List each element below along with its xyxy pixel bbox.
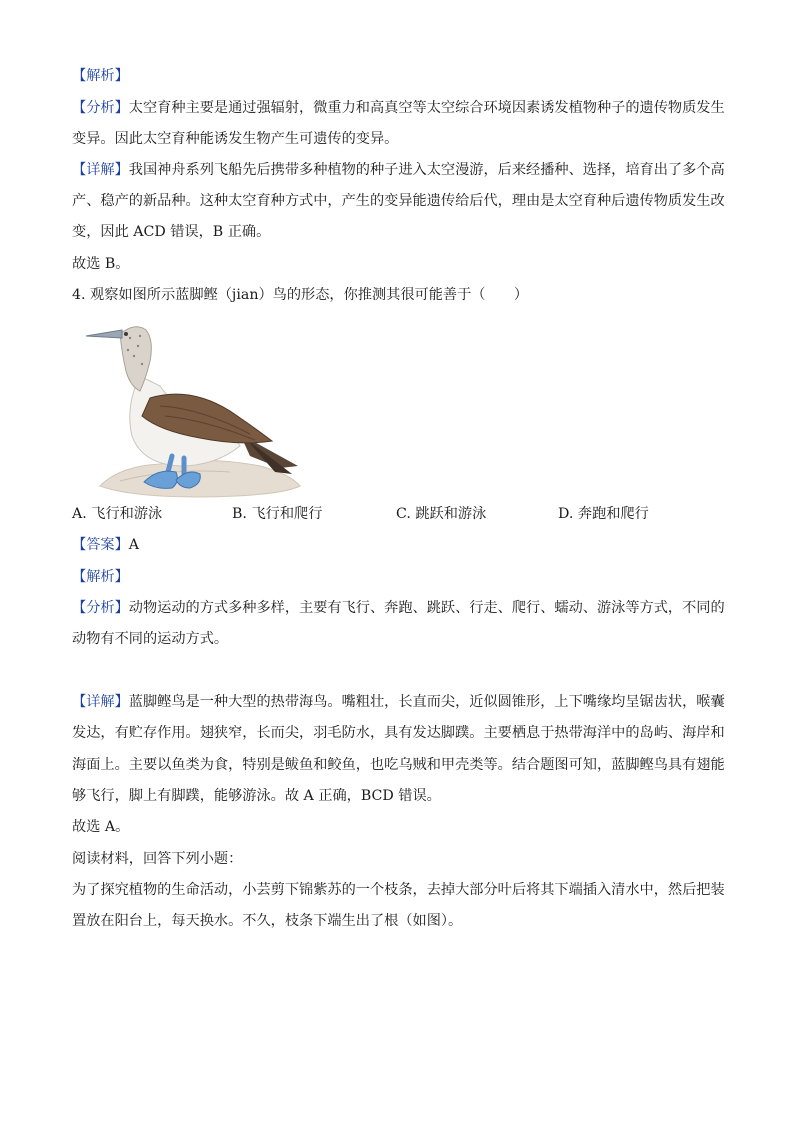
xiangjie-paragraph-line-1 (72, 160, 725, 180)
jiexi-heading (72, 66, 722, 86)
answer-value: A (128, 537, 140, 553)
material-line-1: 为了探究植物的生命活动，小芸剪下锦紫苏的一个枝条，去掉大部分叶后将其下端插入清水中，然后把装 (72, 882, 725, 898)
fenxi-tag: 【分析】 (72, 100, 129, 116)
answer-line (72, 535, 722, 555)
choose-answer-line-2: 故选 A。 (72, 819, 130, 835)
jiexi-tag: 【解析】 (72, 68, 129, 84)
question-4-stem: 4. 观察如图所示蓝脚鲣（jian）鸟的形态，你推测其很可能善于（ ） (72, 287, 529, 303)
fenxi2-line-2: 动物有不同的运动方式。 (72, 631, 229, 647)
material-line-2: 置放在阳台上，每天换水。不久，枝条下端生出了根（如图）。 (72, 913, 463, 929)
option-b: B. 飞行和爬行 (232, 506, 323, 522)
xiangjie2-line-1 (72, 692, 725, 712)
xiangjie-paragraph-line-3: 变，因此 ACD 错误，B 正确。 (72, 224, 271, 240)
fenxi-paragraph-line-2: 变异。因此太空育种能诱发生物产生可遗传的变异。 (72, 131, 399, 147)
fenxi-text: 太空育种主要是通过强辐射，微重力和高真空等太空综合环境因素诱发植物种子的遗传物质发生 (128, 100, 725, 116)
fenxi-tag-2: 【分析】 (72, 600, 129, 616)
fenxi-text-2: 动物运动的方式多种多样，主要有飞行、奔跑、跳跃、行走、爬行、蠕动、游泳等方式，不同的 (128, 600, 725, 616)
option-a: A. 飞行和游泳 (72, 506, 163, 522)
jiexi-heading-2 (72, 567, 722, 587)
option-c: C. 跳跃和游泳 (396, 506, 487, 522)
xiangjie-text: 我国神舟系列飞船先后携带多种植物的种子进入太空漫游，后来经播种、选择，培育出了多个高 (128, 162, 725, 178)
jiexi-tag-2: 【解析】 (72, 569, 129, 585)
xiangjie2-line-2: 发达，有贮存作用。翅狭窄，长而尖，羽毛防水，具有发达脚蹼。主要栖息于热带海洋中的岛屿、海岸和 (72, 725, 725, 741)
material-intro: 阅读材料，回答下列小题： (72, 851, 243, 867)
xiangjie-tag-2: 【详解】 (72, 694, 129, 710)
xiangjie-paragraph-line-2: 产、稳产的新品种。这种太空育种方式中，产生的变异能遗传给后代，理由是太空育种后遗传物质发生改 (72, 193, 725, 209)
xiangjie-text-2: 蓝脚鲣鸟是一种大型的热带海鸟。嘴粗壮，长直而尖，近似圆锥形，上下嘴缘均呈锯齿状，喉囊 (128, 694, 725, 710)
xiangjie2-line-3: 海面上。主要以鱼类为食，特别是鲅鱼和鲛鱼，也吃乌贼和甲壳类等。结合题图可知，蓝脚鲣鸟具有翅能 (72, 757, 725, 773)
choose-answer-line: 故选 B。 (72, 256, 130, 272)
answer-tag: 【答案】 (72, 537, 129, 553)
bird-illustration-icon (80, 316, 304, 498)
option-d: D. 奔跑和爬行 (558, 506, 649, 522)
fenxi-paragraph-line-1 (72, 98, 725, 118)
xiangjie2-line-4: 够飞行，脚上有脚蹼，能够游泳。故 A 正确，BCD 错误。 (72, 788, 441, 804)
fenxi2-line-1 (72, 598, 725, 618)
xiangjie-tag: 【详解】 (72, 162, 129, 178)
blue-footed-booby-image (80, 316, 304, 498)
